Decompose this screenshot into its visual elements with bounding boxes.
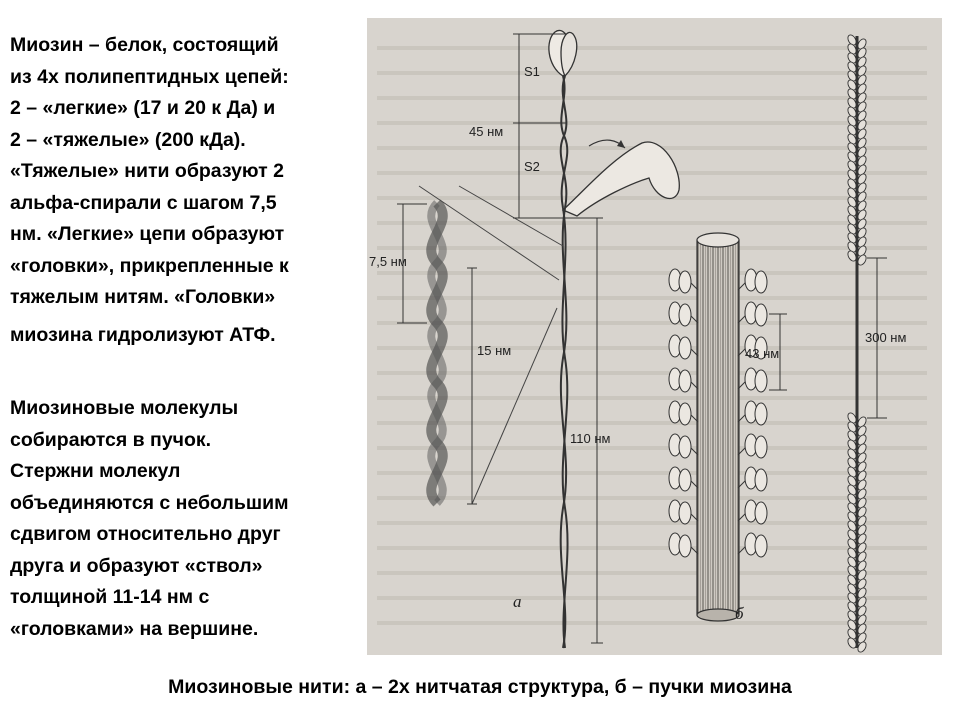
text-line: тяжелым нитям. «Головки» [10,286,276,308]
myosin-figure [367,18,942,655]
panel-label-b: б [735,604,744,623]
label-110nm: 110 нм [570,431,611,446]
text-line: «головками» на вершине. [10,617,259,640]
figure-caption: Миозиновые нити: а – 2х нитчатая структура, б – пучки миозина [168,676,792,698]
text-line: толщиной 11-14 нм с [10,586,210,608]
text-line: 2 – «легкие» (17 и 20 к Да) и [10,97,276,119]
text-line: из 4х полипептидных цепей: [10,65,289,88]
text-line: Миозиновые молекулы [10,397,239,419]
text-line: друга и образуют «ствол» [10,554,263,577]
label-15nm: 15 нм [477,343,512,358]
shaft-bottom [697,609,739,621]
label-300nm: 300 нм [865,330,907,345]
label-s2: S2 [524,159,540,174]
text-line: «головки», прикрепленные к [10,254,289,277]
text-line: альфа-спирали с шагом 7,5 [10,191,277,214]
text-line: Миозин – белок, состоящий [10,34,279,56]
bundle-shaft [697,240,739,615]
description-paragraph-bundle [10,393,365,645]
text-line: миозина гидролизуют АТФ. [10,323,276,346]
label-pitch: 7,5 нм [369,254,407,269]
text-line: сдвигом относительно друг [10,523,281,545]
label-43nm: 43 нм [745,346,780,361]
text-line: Стержни молекул [10,460,181,482]
text-line: нм. «Легкие» цепи образуют [10,223,285,245]
label-45nm: 45 нм [469,124,504,139]
panel-label-a: а [513,592,522,611]
description-paragraph-myosin [10,30,365,351]
text-line: объединяются с небольшим [10,491,289,514]
label-s1: S1 [524,64,540,79]
text-line: «Тяжелые» нити образуют 2 [10,160,284,182]
text-line: собираются в пучок. [10,428,212,451]
shaft-top [697,233,739,247]
text-line: 2 – «тяжелые» (200 кДа). [10,128,246,151]
